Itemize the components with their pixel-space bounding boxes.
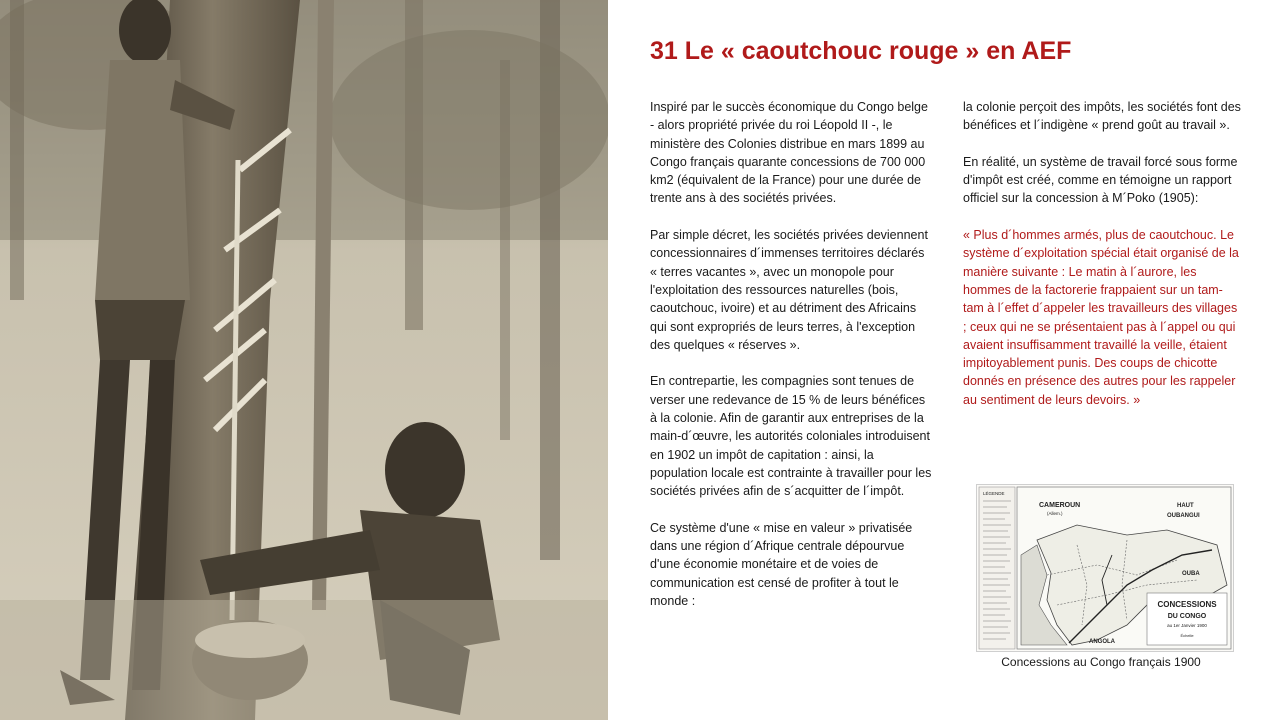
paragraph-colonie: la colonie perçoit des impôts, les sociétés font des bénéfices et l´indigène « prend goût au travail ». bbox=[963, 100, 1241, 133]
map-label-angola: ANGOLA bbox=[1089, 639, 1115, 645]
paragraph-mise-en-valeur: Ce système d'une « mise en valeur » privatisée dans une région d´Afrique centrale dépourvue d'une économie monétaire et de voies de communication est censé de profiter à tout le monde : bbox=[650, 520, 913, 609]
map-title-1: CONCESSIONS bbox=[1157, 600, 1217, 609]
map-legend-heading: LÉGENDE bbox=[983, 491, 1005, 496]
map-date: au 1er Janvier 1900 bbox=[1167, 623, 1207, 628]
map-label-haut: HAUT bbox=[1177, 503, 1194, 509]
paragraph-realite: En réalité, un système de travail forcé sous forme d'impôt est créé, comme en témoigne un rapport officiel sur la concession à M´Poko (1905): bbox=[963, 154, 1238, 206]
map-label-ouba: OUBA bbox=[1182, 571, 1200, 577]
map-caption: Concessions au Congo français 1900 bbox=[1001, 655, 1201, 669]
left-text-column bbox=[650, 98, 932, 629]
right-text-column bbox=[963, 98, 1243, 427]
report-quote: « Plus d´hommes armés, plus de caoutchouc. Le système d´exploitation spécial était organisé de la manière suivante : Le matin à l´aurore, les hommes de la factorerie frappaient sur un tam-tam à l´effet d´appeler les travailleurs des villages ; ceux qui ne se présentaient pas à l´appel ou qui avaient insuffisamment travaillé la veille, étaient impitoyablement punis. Des coups de chicotte donnés en présence des autres pour les rappeler au sentiment de leurs devoirs. » bbox=[963, 228, 1239, 407]
concessions-map bbox=[976, 484, 1234, 652]
paragraph-decret: Par simple décret, les sociétés privées deviennent concessionnaires d´immenses territoires déclarés « terres vacantes », avec un monopole pour l'exploitation des ressources naturelles (bois, caoutchouc, ivoire) et au détriment des Africains qui sont expropriés de leurs terres, à l'exception des quelques « réserves ». bbox=[650, 228, 928, 352]
map-scale: Échelle bbox=[1180, 633, 1194, 638]
rubber-tapping-photo bbox=[0, 0, 608, 720]
slide-title: 31 Le « caoutchouc rouge » en AEF bbox=[650, 37, 1072, 65]
paragraph-concessions: Inspiré par le succès économique du Congo belge - alors propriété privée du roi Léopold II -, le ministère des Colonies distribue en mars 1899 au Congo français quarante concessions de 700 000 km2 (équivalent de la France) pour une durée de trente ans à des sociétés privées. bbox=[650, 100, 928, 206]
paragraph-contrepartie: En contrepartie, les compagnies sont tenues de verser une redevance de 15 % de leurs bénéfices à la colonie. Afin de garantir aux entreprises de la main-d´œuvre, les autorités coloniales introduisent en 1902 un impôt de capitation : ainsi, la population locale est contrainte à travailler pour les sociétés privées afin de s´acquitter de l´impôt. bbox=[650, 374, 932, 499]
map-label-cameroun: CAMEROUN bbox=[1039, 502, 1081, 509]
map-title-2: DU CONGO bbox=[1167, 613, 1207, 620]
map-label-oubangui: OUBANGUI bbox=[1167, 513, 1200, 519]
map-label-allem: (Allem.) bbox=[1047, 511, 1063, 516]
